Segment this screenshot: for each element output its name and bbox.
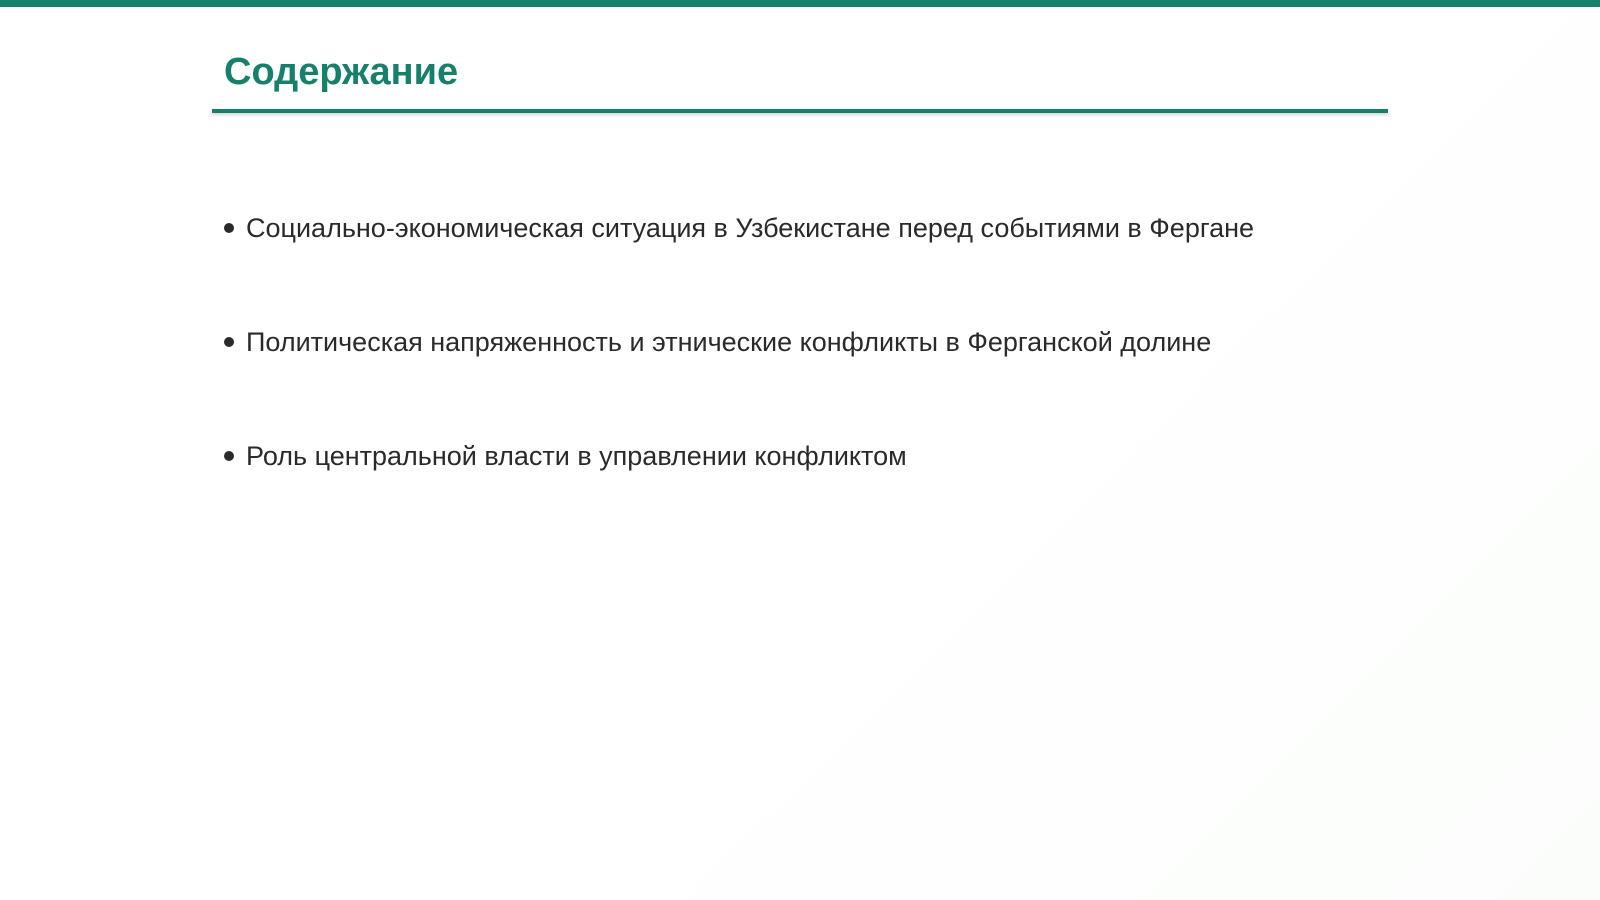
contents-item-label: Политическая напряженность и этнические конфликты в Ферганской долине [246, 326, 1212, 357]
bullet-icon [224, 223, 234, 233]
contents-item-label: Роль центральной власти в управлении конфликтом [246, 440, 907, 471]
slide-title: Содержание [224, 51, 459, 93]
contents-item-label: Социально-экономическая ситуация в Узбекистане перед событиями в Фергане [246, 212, 1255, 243]
contents-item [224, 208, 1254, 248]
bullet-icon [224, 451, 234, 461]
contents-item [224, 322, 1254, 362]
top-accent-bar [0, 0, 1600, 7]
contents-item [224, 436, 1254, 476]
title-underline [212, 109, 1388, 113]
bullet-icon [224, 337, 234, 347]
contents-list [224, 208, 1254, 550]
